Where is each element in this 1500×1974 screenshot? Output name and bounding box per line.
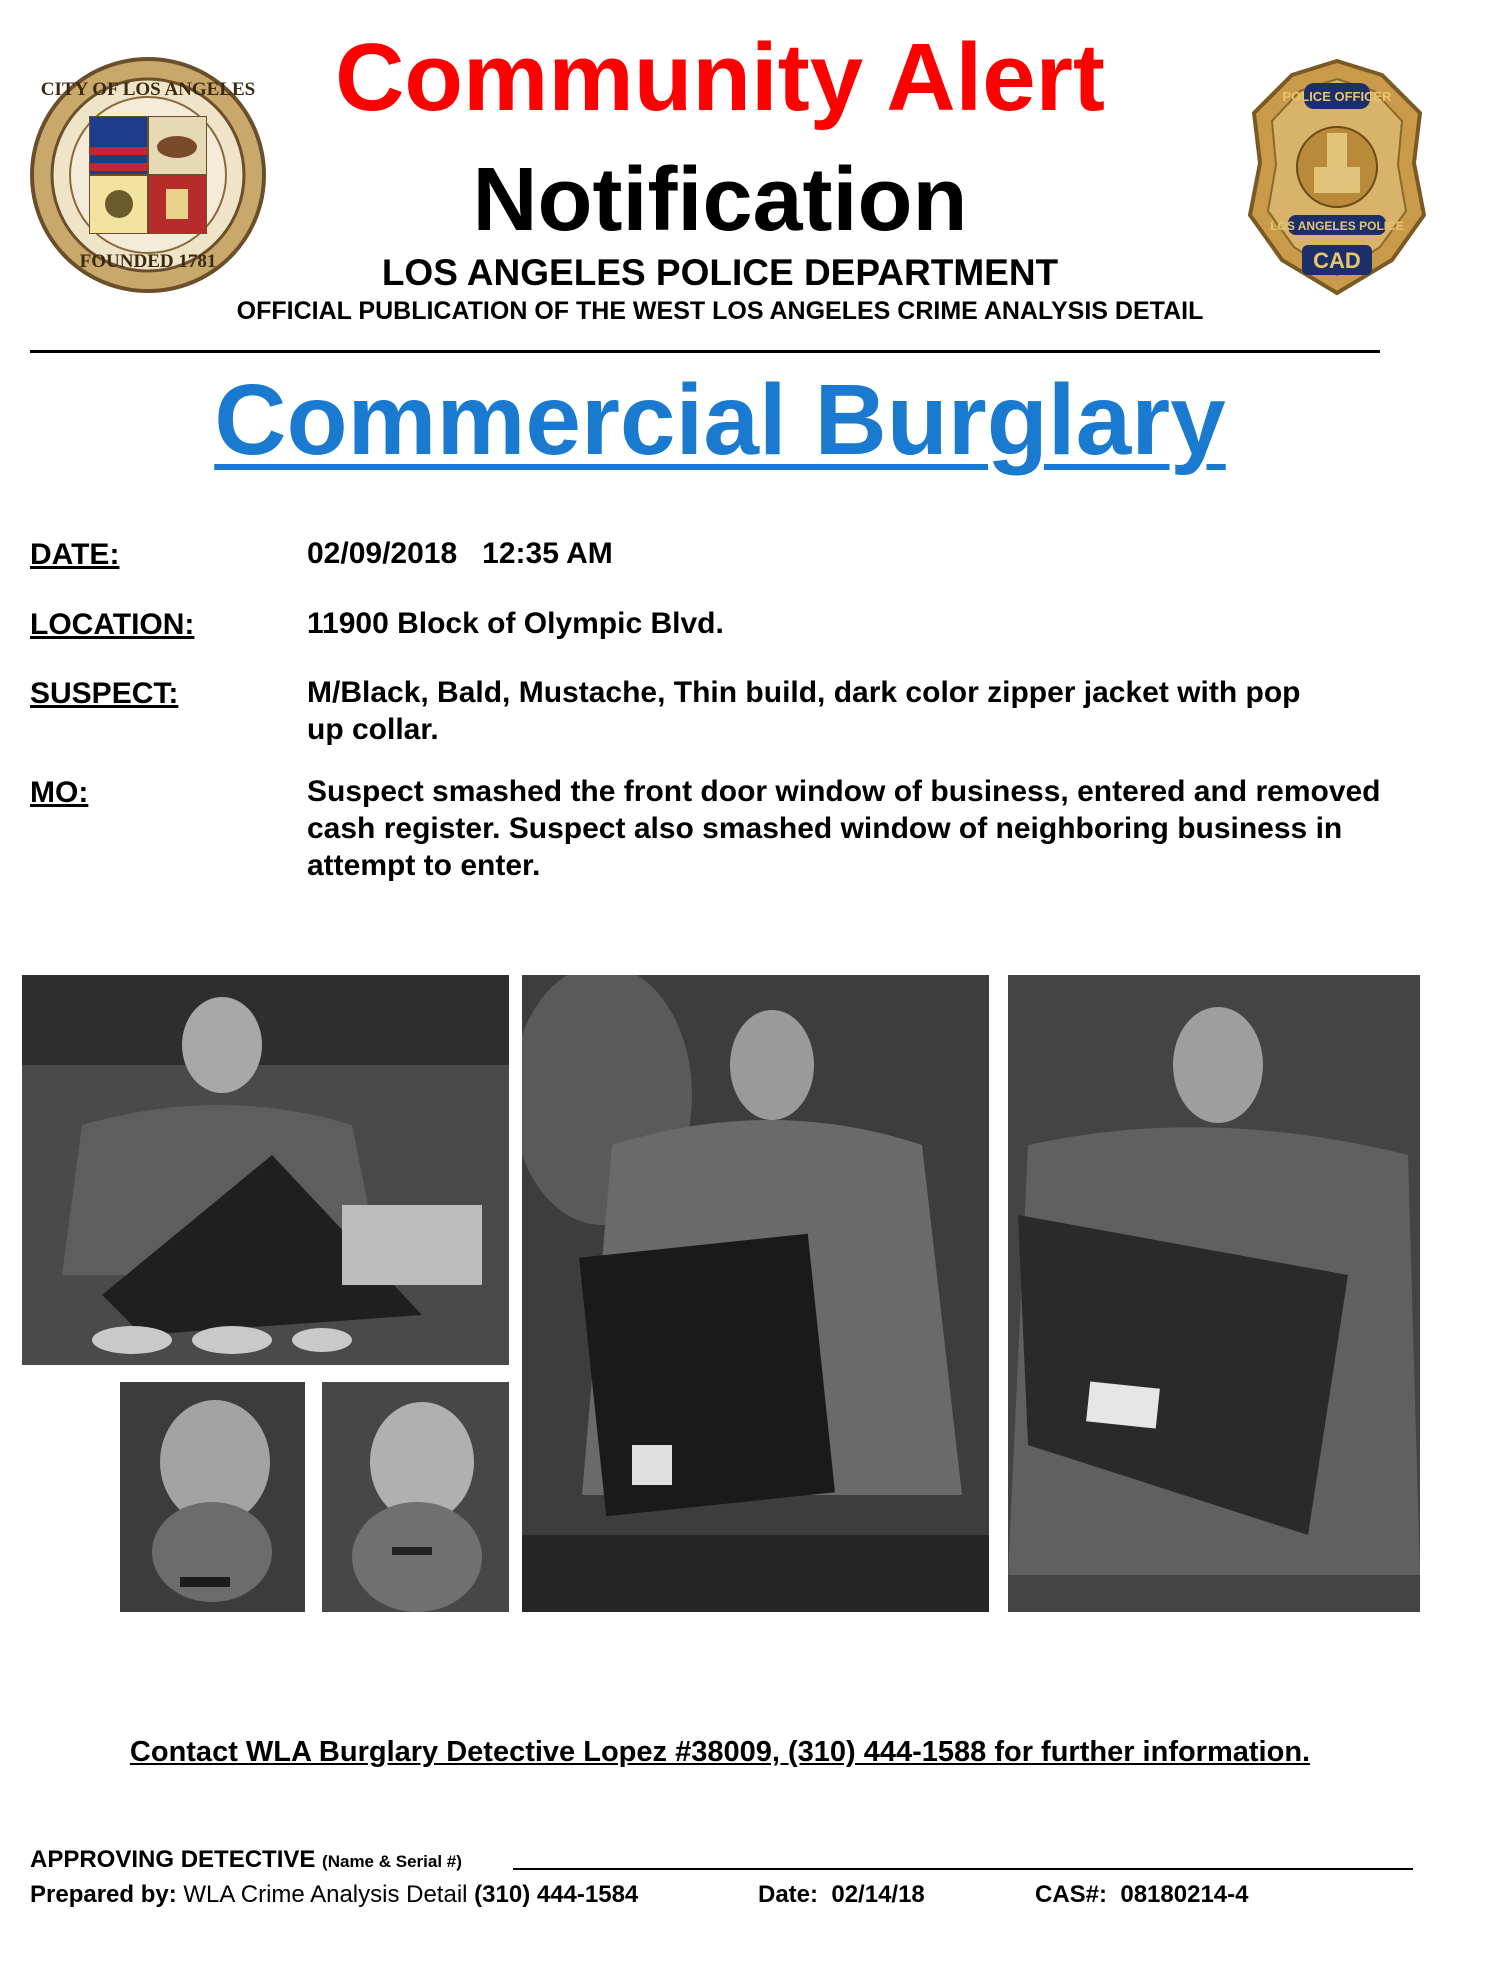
approving-detective-row <box>30 1848 1380 1876</box>
suspect-value-line1: M/Black, Bald, Mustache, Thin build, dark color zipper jacket with pop <box>307 676 1301 709</box>
contact-info: Contact WLA Burglary Detective Lopez #38009, (310) 444-1588 for further information. <box>129 1736 1311 1768</box>
footer-date-value: 02/14/18 <box>831 1881 925 1908</box>
svg-text:CAD: CAD <box>1313 248 1361 273</box>
publication-line: OFFICIAL PUBLICATION OF THE WEST LOS ANGELES CRIME ANALYSIS DETAIL <box>236 297 1204 325</box>
suspect-label: SUSPECT: <box>30 677 179 710</box>
alert-subtitle: Notification <box>472 150 968 250</box>
footer-date-label: Date: <box>758 1881 819 1908</box>
suspect-value-line2: up collar. <box>307 713 439 746</box>
department-name: LOS ANGELES POLICE DEPARTMENT <box>381 252 1059 293</box>
svg-text:POLICE OFFICER: POLICE OFFICER <box>1282 89 1392 104</box>
prepared-value: WLA Crime Analysis Detail <box>183 1881 468 1908</box>
mo-value-line3: attempt to enter. <box>307 849 541 882</box>
cas-label: CAS#: <box>1035 1881 1108 1908</box>
suspect-face-closeup-2 <box>322 1382 509 1612</box>
city-seal <box>28 55 268 295</box>
location-value: 11900 Block of Olympic Blvd. <box>307 607 724 640</box>
signature-line <box>513 1848 1413 1870</box>
prepared-label: Prepared by: <box>30 1881 177 1908</box>
crime-type-headline <box>150 364 1290 476</box>
prepared-phone: (310) 444-1584 <box>474 1881 639 1908</box>
header-divider <box>30 350 1380 353</box>
svg-text:FOUNDED 1781: FOUNDED 1781 <box>79 251 217 272</box>
footer-cas <box>1035 1883 1248 1907</box>
surveillance-photo-1 <box>22 975 509 1365</box>
mo-value-line1: Suspect smashed the front door window of business, entered and removed <box>307 775 1381 808</box>
cas-value: 08180214-4 <box>1120 1881 1249 1908</box>
prepared-by-row <box>30 1883 638 1907</box>
date-label: DATE: <box>30 538 120 571</box>
date-value: 02/09/2018 12:35 AM <box>307 537 613 570</box>
headline-text: Commercial Burglary <box>214 364 1226 476</box>
svg-text:LOS ANGELES POLICE: LOS ANGELES POLICE <box>1270 219 1404 233</box>
svg-text:CITY OF LOS ANGELES: CITY OF LOS ANGELES <box>40 79 256 100</box>
mo-label: MO: <box>30 776 89 809</box>
alert-title: Community Alert <box>335 24 1105 131</box>
location-label: LOCATION: <box>30 608 195 641</box>
police-badge <box>1242 55 1432 300</box>
mo-value-line2: cash register. Suspect also smashed window of neighboring business in <box>307 812 1343 845</box>
suspect-face-closeup-1 <box>120 1382 305 1612</box>
approving-hint: (Name & Serial #) <box>322 1852 462 1871</box>
surveillance-photo-3 <box>1008 975 1420 1612</box>
surveillance-photo-2 <box>522 975 989 1612</box>
footer-date <box>758 1883 925 1907</box>
approving-label: APPROVING DETECTIVE <box>30 1846 316 1873</box>
